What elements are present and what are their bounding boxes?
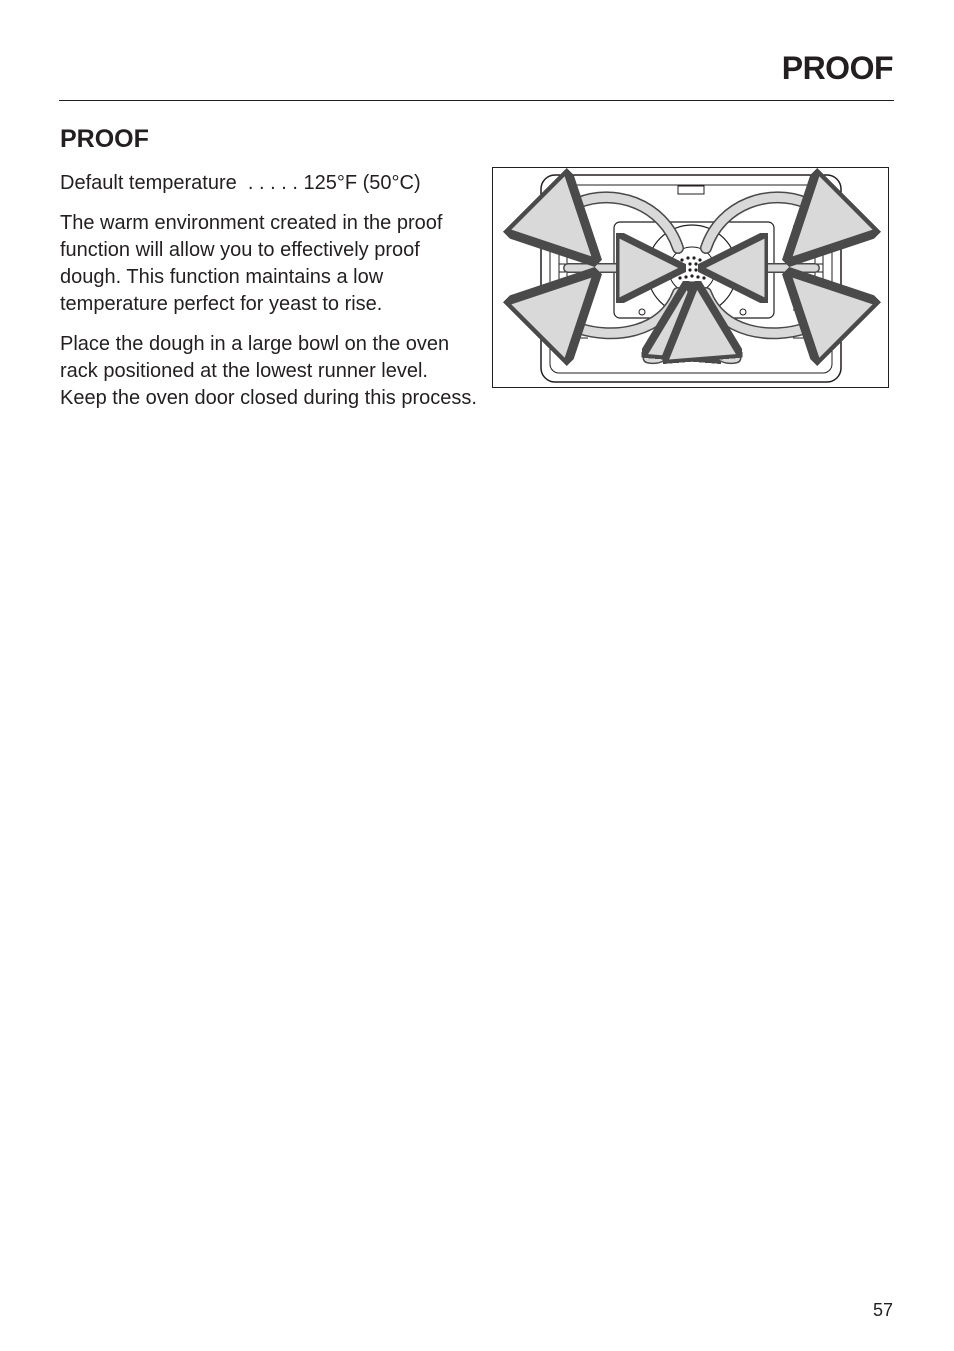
section-title: PROOF <box>60 125 149 153</box>
default-temperature-label: Default temperature <box>60 172 237 194</box>
body-text-column <box>60 170 480 425</box>
top-bracket <box>678 186 704 194</box>
default-temperature-value: 125°F (50°C) <box>303 172 421 194</box>
page-number: 57 <box>872 1300 893 1320</box>
default-temperature-row <box>60 170 480 197</box>
paragraph-proof-description: The warm environment created in the proof function will allow you to effectively proof dough. This function maintains a low temperature perfect for yeast to rise. <box>60 212 443 315</box>
page-header-title: PROOF <box>781 50 893 86</box>
header-divider <box>59 100 894 101</box>
oven-airflow-diagram-icon <box>493 168 888 387</box>
paragraph-proof-instructions: Place the dough in a large bowl on the oven rack positioned at the lowest runner level. Keep the oven door closed during this process. <box>60 333 477 409</box>
default-temperature-leader: . . . . . <box>247 172 298 194</box>
fan-hub <box>669 247 715 293</box>
oven-airflow-figure <box>492 167 889 388</box>
